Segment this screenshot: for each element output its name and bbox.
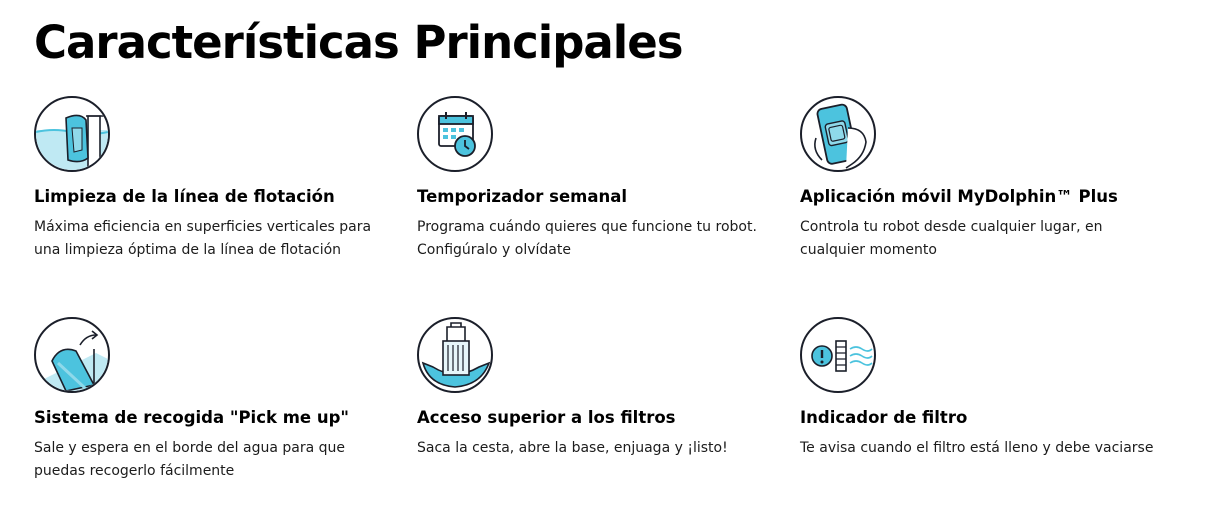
page-title: Características Principales bbox=[34, 16, 683, 69]
feature-top-filter-access bbox=[417, 317, 787, 460]
feature-title: Acceso superior a los filtros bbox=[417, 408, 676, 427]
feature-description: Te avisa cuando el filtro está lleno y debe vaciarse bbox=[800, 440, 1154, 456]
feature-description: Programa cuándo quieres que funcione tu robot. Configúralo y olvídate bbox=[417, 219, 757, 258]
filter-basket-icon bbox=[417, 317, 493, 393]
feature-description: Sale y espera en el borde del agua para que puedas recogerlo fácilmente bbox=[34, 440, 345, 479]
feature-title: Temporizador semanal bbox=[417, 187, 628, 206]
feature-mobile-app bbox=[800, 96, 1170, 262]
feature-weekly-timer bbox=[417, 96, 787, 262]
feature-title: Aplicación móvil MyDolphin™ Plus bbox=[800, 187, 1118, 206]
feature-description: Controla tu robot desde cualquier lugar, en cualquier momento bbox=[800, 219, 1103, 258]
feature-waterline bbox=[34, 96, 404, 262]
feature-description: Máxima eficiencia en superficies verticales para una limpieza óptima de la línea de flotación bbox=[34, 219, 372, 258]
smartphone-app-icon bbox=[800, 96, 876, 172]
waterline-icon bbox=[34, 96, 110, 172]
pick-me-up-icon bbox=[34, 317, 110, 393]
feature-filter-indicator bbox=[800, 317, 1170, 460]
feature-pick-me-up bbox=[34, 317, 404, 483]
feature-title: Limpieza de la línea de flotación bbox=[34, 187, 335, 206]
filter-indicator-icon bbox=[800, 317, 876, 393]
feature-title: Indicador de filtro bbox=[800, 408, 968, 427]
calendar-clock-icon bbox=[417, 96, 493, 172]
feature-title: Sistema de recogida "Pick me up" bbox=[34, 408, 349, 427]
feature-description: Saca la cesta, abre la base, enjuaga y ¡listo! bbox=[417, 440, 728, 456]
